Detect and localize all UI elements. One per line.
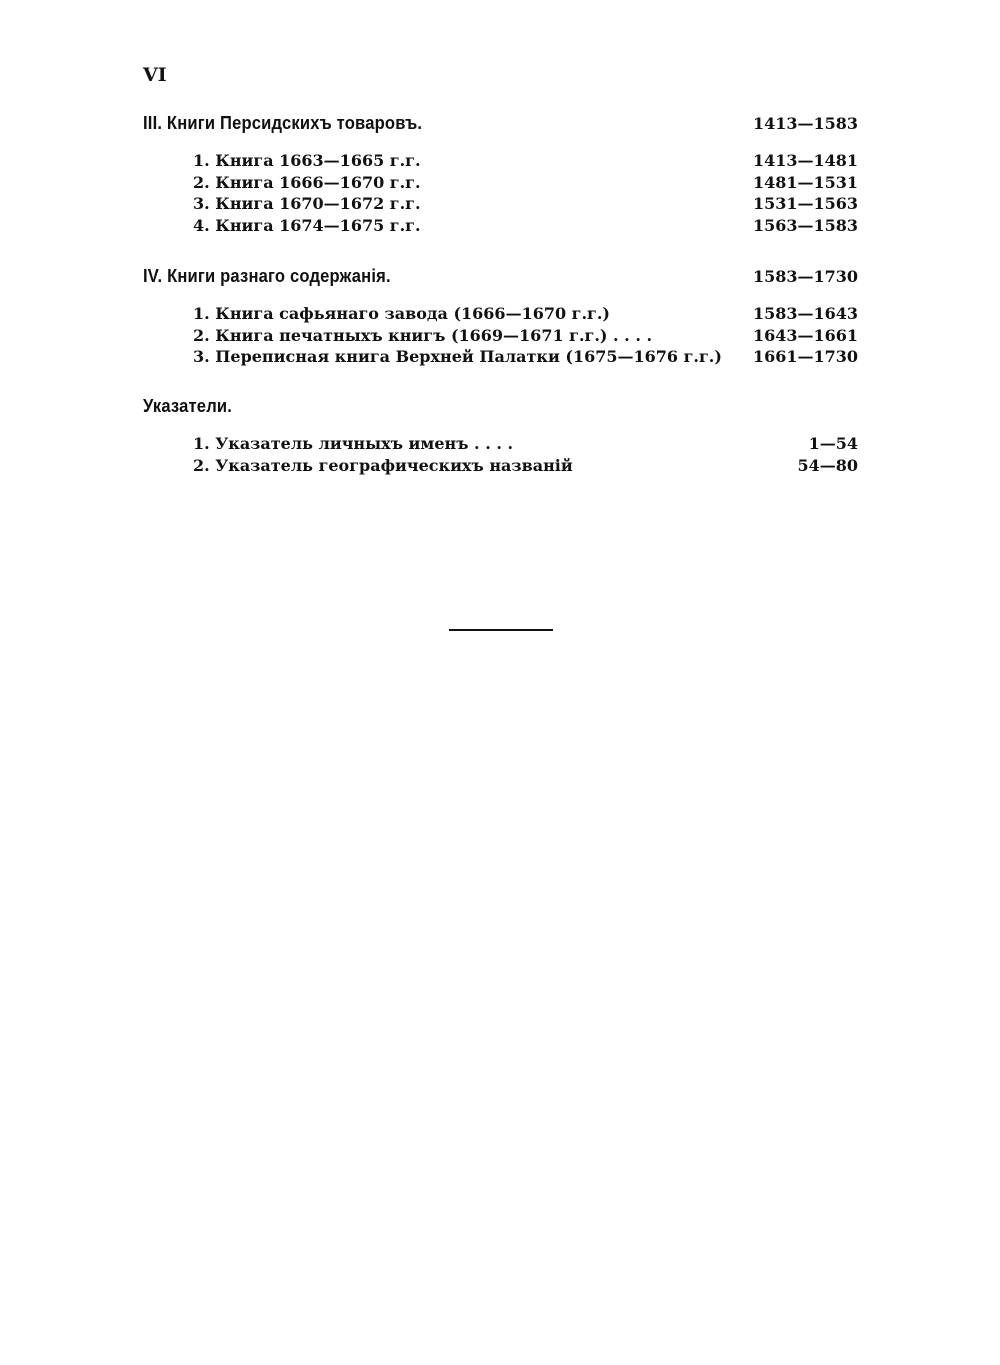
section-heading-row <box>143 266 858 287</box>
toc-entry <box>193 193 858 215</box>
closing-rule <box>449 629 553 631</box>
section-entries <box>143 433 858 476</box>
section-heading-row <box>143 113 858 134</box>
toc-entry-title: 2. Книга печатныхъ книгъ (1669—1671 г.г.) . . . . <box>193 325 653 345</box>
toc-entry-title: 3. Переписная книга Верхней Палатки (1675—1676 г.г.) <box>193 347 722 366</box>
toc-entry <box>193 215 858 237</box>
toc-entry-pages: 1413—1481 <box>752 151 858 170</box>
toc-entry-pages: 54—80 <box>797 455 858 475</box>
toc-entry-pages: 1643—1661 <box>752 325 858 345</box>
section-heading: III. Книги Персидскихъ товаровъ. <box>143 113 423 133</box>
section-entries <box>143 150 858 236</box>
toc-entry <box>193 433 858 455</box>
toc-entry-title: 1. Книга 1663—1665 г.г. <box>193 151 421 170</box>
toc-entry-title: 1. Указатель личныхъ именъ . . . . <box>193 434 514 453</box>
section-pages: 1413—1583 <box>752 114 858 133</box>
page-number: VI <box>143 64 167 86</box>
toc-entry-pages: 1481—1531 <box>752 172 858 192</box>
section-entries <box>143 303 858 368</box>
toc-entry-title: 2. Книга 1666—1670 г.г. <box>193 172 421 192</box>
toc-entry-pages: 1583—1643 <box>752 304 858 323</box>
toc-entry <box>193 303 858 325</box>
section-heading-row <box>143 396 858 417</box>
toc-section-persian-goods <box>143 113 858 236</box>
toc-entry <box>193 346 858 368</box>
toc-entry-title: 2. Указатель географическихъ названій <box>193 455 573 475</box>
section-heading: IV. Книги разнаго содержанія. <box>143 266 391 286</box>
toc-section-miscellaneous <box>143 266 858 368</box>
toc-entry <box>193 150 858 172</box>
toc-entry-title: 1. Книга сафьянаго завода (1666—1670 г.г.) <box>193 304 610 323</box>
toc-entry-pages: 1563—1583 <box>752 215 858 235</box>
toc-entry-pages: 1531—1563 <box>752 194 858 213</box>
toc-entry-pages: 1—54 <box>808 434 858 453</box>
toc-entry <box>193 172 858 194</box>
section-pages: 1583—1730 <box>752 267 858 286</box>
toc-section-indexes <box>143 396 858 476</box>
toc-entry-title: 3. Книга 1670—1672 г.г. <box>193 194 421 213</box>
toc-entry-pages: 1661—1730 <box>752 347 858 366</box>
toc-entry <box>193 325 858 347</box>
section-heading: Указатели. <box>143 396 233 416</box>
toc-entry-title: 4. Книга 1674—1675 г.г. <box>193 215 421 235</box>
toc-entry <box>193 455 858 477</box>
